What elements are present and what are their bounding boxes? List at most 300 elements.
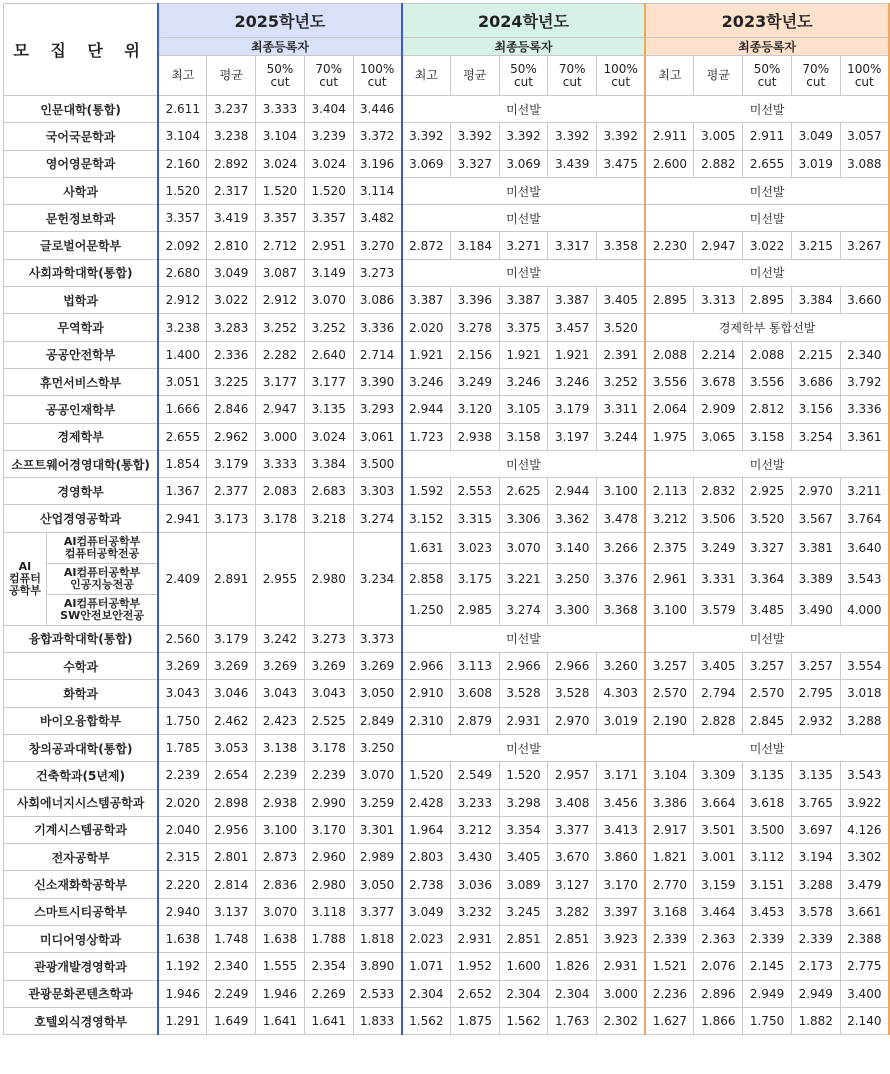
value-cell: 1.818	[353, 926, 402, 953]
table-row	[4, 563, 890, 594]
value-cell: 2.832	[694, 478, 743, 505]
value-cell: 3.120	[450, 396, 499, 423]
value-cell: 3.257	[791, 653, 840, 680]
value-cell: 3.269	[158, 653, 207, 680]
value-cell: 3.046	[207, 680, 256, 707]
value-cell: 3.336	[353, 314, 402, 341]
value-cell: 2.985	[450, 594, 499, 625]
value-cell: 2.944	[548, 478, 597, 505]
value-cell: 3.175	[450, 563, 499, 594]
value-cell: 3.178	[304, 734, 353, 761]
value-cell: 3.364	[743, 563, 792, 594]
value-cell: 3.306	[499, 505, 548, 532]
value-cell: 3.298	[499, 789, 548, 816]
value-cell: 3.104	[256, 123, 305, 150]
value-cell: 1.520	[402, 762, 451, 789]
value-cell: 2.970	[791, 478, 840, 505]
column-header: 평균	[694, 56, 743, 96]
value-cell: 3.327	[743, 532, 792, 563]
value-cell: 3.000	[256, 423, 305, 450]
value-cell: 1.520	[304, 177, 353, 204]
value-cell: 2.560	[158, 625, 207, 652]
value-cell: 3.269	[353, 653, 402, 680]
value-cell: 3.354	[499, 816, 548, 843]
value-cell: 3.113	[450, 653, 499, 680]
value-cell: 3.400	[840, 980, 889, 1007]
value-cell: 3.376	[597, 563, 646, 594]
table-row	[4, 707, 890, 734]
value-cell: 3.464	[694, 898, 743, 925]
subheader-2023: 최종등록자	[645, 38, 889, 56]
column-header: 최고	[402, 56, 451, 96]
value-cell: 3.065	[694, 423, 743, 450]
value-cell: 2.340	[840, 341, 889, 368]
department-name: 화학과	[4, 680, 159, 707]
value-cell: 3.051	[158, 368, 207, 395]
value-cell: 3.170	[597, 871, 646, 898]
value-cell: 3.259	[353, 789, 402, 816]
value-cell: 2.912	[256, 287, 305, 314]
column-header: 최고	[645, 56, 694, 96]
value-cell: 3.100	[645, 594, 694, 625]
value-cell: 2.940	[158, 898, 207, 925]
value-cell: 3.043	[304, 680, 353, 707]
value-cell: 2.879	[450, 707, 499, 734]
value-cell: 3.554	[840, 653, 889, 680]
value-cell: 2.190	[645, 707, 694, 734]
value-cell: 2.570	[645, 680, 694, 707]
value-cell: 1.562	[402, 1007, 451, 1034]
value-cell: 3.215	[791, 232, 840, 259]
value-cell: 2.941	[158, 505, 207, 532]
value-cell: 3.245	[499, 898, 548, 925]
table-row	[4, 844, 890, 871]
value-cell: 2.269	[304, 980, 353, 1007]
value-cell: 2.339	[791, 926, 840, 953]
value-cell: 3.152	[402, 505, 451, 532]
admission-cutoff-table	[3, 3, 890, 1035]
value-cell: 3.179	[548, 396, 597, 423]
column-header: 50% cut	[499, 56, 548, 96]
value-cell: 3.358	[597, 232, 646, 259]
value-cell: 3.404	[304, 96, 353, 123]
value-cell: 2.315	[158, 844, 207, 871]
value-cell: 2.304	[499, 980, 548, 1007]
department-name: 무역학과	[4, 314, 159, 341]
value-cell: 3.387	[548, 287, 597, 314]
value-cell: 2.949	[743, 980, 792, 1007]
value-cell: 2.814	[207, 871, 256, 898]
value-cell: 1.521	[645, 953, 694, 980]
table-row	[4, 478, 890, 505]
value-cell: 3.149	[304, 259, 353, 286]
value-cell: 3.019	[791, 150, 840, 177]
value-cell: 1.921	[499, 341, 548, 368]
value-cell: 3.001	[694, 844, 743, 871]
department-name: 사회과학대학(통합)	[4, 259, 159, 286]
value-cell: 3.456	[597, 789, 646, 816]
column-header: 100% cut	[840, 56, 889, 96]
value-cell: 1.833	[353, 1007, 402, 1034]
value-cell: 3.389	[791, 563, 840, 594]
year-header-2023: 2023학년도	[645, 4, 889, 38]
department-name: 관광문화콘텐츠학과	[4, 980, 159, 1007]
table-row	[4, 423, 890, 450]
value-cell: 2.803	[402, 844, 451, 871]
value-cell: 2.655	[158, 423, 207, 450]
value-cell: 2.249	[207, 980, 256, 1007]
value-cell: 3.049	[402, 898, 451, 925]
value-cell: 3.170	[304, 816, 353, 843]
value-cell: 2.990	[304, 789, 353, 816]
value-cell: 2.525	[304, 707, 353, 734]
department-name: 수학과	[4, 653, 159, 680]
value-cell: 3.269	[207, 653, 256, 680]
value-cell: 3.446	[353, 96, 402, 123]
value-cell: 2.872	[402, 232, 451, 259]
value-cell: 3.118	[304, 898, 353, 925]
table-row	[4, 177, 890, 204]
value-cell: 1.641	[304, 1007, 353, 1034]
value-cell: 1.631	[402, 532, 451, 563]
value-cell: 2.310	[402, 707, 451, 734]
value-cell: 3.168	[645, 898, 694, 925]
value-cell: 3.257	[645, 653, 694, 680]
value-cell: 3.333	[256, 96, 305, 123]
value-cell: 3.300	[548, 594, 597, 625]
value-cell: 2.553	[450, 478, 499, 505]
department-name: 관광개발경영학과	[4, 953, 159, 980]
value-cell: 2.654	[207, 762, 256, 789]
value-cell: 2.088	[645, 341, 694, 368]
value-cell: 2.340	[207, 953, 256, 980]
value-cell: 1.882	[791, 1007, 840, 1034]
department-name: 인문대학(통합)	[4, 96, 159, 123]
value-cell: 2.836	[256, 871, 305, 898]
value-cell: 3.313	[694, 287, 743, 314]
value-cell: 3.249	[694, 532, 743, 563]
value-cell: 1.788	[304, 926, 353, 953]
value-cell: 3.089	[499, 871, 548, 898]
value-cell: 2.023	[402, 926, 451, 953]
value-cell: 2.409	[158, 532, 207, 625]
value-cell: 3.239	[304, 123, 353, 150]
value-cell: 1.826	[548, 953, 597, 980]
value-cell: 2.917	[645, 816, 694, 843]
value-cell: 2.925	[743, 478, 792, 505]
subheader-2024: 최종등록자	[402, 38, 646, 56]
year-header-2025: 2025학년도	[158, 4, 402, 38]
department-name: 기계시스템공학과	[4, 816, 159, 843]
value-cell: 3.386	[645, 789, 694, 816]
value-cell: 3.686	[791, 368, 840, 395]
table-row	[4, 789, 890, 816]
department-name: 공공인재학부	[4, 396, 159, 423]
value-cell: 2.801	[207, 844, 256, 871]
value-cell: 3.556	[645, 368, 694, 395]
value-cell: 1.750	[158, 707, 207, 734]
value-cell: 3.288	[791, 871, 840, 898]
value-cell: 2.891	[207, 532, 256, 625]
value-cell: 2.980	[304, 871, 353, 898]
value-cell: 3.482	[353, 205, 402, 232]
value-cell: 2.828	[694, 707, 743, 734]
value-cell: 3.640	[840, 532, 889, 563]
value-cell: 3.405	[499, 844, 548, 871]
value-cell: 3.114	[353, 177, 402, 204]
value-cell: 3.362	[548, 505, 597, 532]
table-row	[4, 734, 890, 761]
value-cell: 3.271	[499, 232, 548, 259]
value-cell: 2.947	[694, 232, 743, 259]
value-cell: 3.250	[548, 563, 597, 594]
value-cell: 2.140	[840, 1007, 889, 1034]
value-cell: 3.138	[256, 734, 305, 761]
value-cell: 1.250	[402, 594, 451, 625]
value-cell: 3.392	[450, 123, 499, 150]
value-cell: 3.211	[840, 478, 889, 505]
value-cell: 3.479	[840, 871, 889, 898]
value-cell: 2.944	[402, 396, 451, 423]
value-cell: 3.232	[450, 898, 499, 925]
value-cell: 3.392	[499, 123, 548, 150]
table-row	[4, 259, 890, 286]
value-cell: 3.049	[207, 259, 256, 286]
table-row	[4, 980, 890, 1007]
value-cell: 2.020	[402, 314, 451, 341]
value-cell: 2.846	[207, 396, 256, 423]
table-row	[4, 653, 890, 680]
value-cell: 3.357	[158, 205, 207, 232]
value-cell: 3.430	[450, 844, 499, 871]
department-name: 사회에너지시스템공학과	[4, 789, 159, 816]
value-cell: 3.543	[840, 563, 889, 594]
value-cell: 2.873	[256, 844, 305, 871]
value-cell: 3.105	[499, 396, 548, 423]
value-cell: 3.244	[597, 423, 646, 450]
value-cell: 3.387	[402, 287, 451, 314]
value-cell: 3.405	[694, 653, 743, 680]
value-cell: 2.549	[450, 762, 499, 789]
column-header: 70% cut	[548, 56, 597, 96]
value-cell: 2.851	[499, 926, 548, 953]
value-cell: 3.242	[256, 625, 305, 652]
value-cell: 3.506	[694, 505, 743, 532]
value-cell: 3.315	[450, 505, 499, 532]
department-name: 경영학부	[4, 478, 159, 505]
table-row	[4, 205, 890, 232]
value-cell: 3.024	[256, 150, 305, 177]
year-header-2024: 2024학년도	[402, 4, 646, 38]
department-name: 산업경영공학과	[4, 505, 159, 532]
value-cell: 3.413	[597, 816, 646, 843]
column-header: 70% cut	[791, 56, 840, 96]
value-cell: 3.252	[597, 368, 646, 395]
value-cell: 2.304	[402, 980, 451, 1007]
department-name: 소프트웨어경영대학(통합)	[4, 450, 159, 477]
value-cell: 2.938	[256, 789, 305, 816]
value-cell: 3.177	[304, 368, 353, 395]
table-row	[4, 314, 890, 341]
value-cell: 3.218	[304, 505, 353, 532]
value-cell: 2.375	[645, 532, 694, 563]
value-cell: 2.655	[743, 150, 792, 177]
value-cell: 3.179	[207, 625, 256, 652]
value-cell: 2.966	[499, 653, 548, 680]
department-name: 법학과	[4, 287, 159, 314]
value-cell: 3.053	[207, 734, 256, 761]
table-row	[4, 680, 890, 707]
value-cell: 3.384	[791, 287, 840, 314]
table-row	[4, 505, 890, 532]
value-cell: 3.520	[743, 505, 792, 532]
value-cell: 3.309	[694, 762, 743, 789]
table-row	[4, 232, 890, 259]
table-row	[4, 871, 890, 898]
not-selected-cell: 미선발	[645, 205, 889, 232]
value-cell: 3.179	[207, 450, 256, 477]
value-cell: 1.946	[158, 980, 207, 1007]
table-row	[4, 898, 890, 925]
department-name: 문헌정보학과	[4, 205, 159, 232]
value-cell: 2.911	[743, 123, 792, 150]
value-cell: 2.966	[548, 653, 597, 680]
value-cell: 3.257	[743, 653, 792, 680]
value-cell: 2.317	[207, 177, 256, 204]
table-row	[4, 150, 890, 177]
value-cell: 3.057	[840, 123, 889, 150]
department-name: 사학과	[4, 177, 159, 204]
not-selected-cell: 미선발	[645, 625, 889, 652]
value-cell: 3.390	[353, 368, 402, 395]
value-cell: 3.246	[402, 368, 451, 395]
value-cell: 2.239	[304, 762, 353, 789]
value-cell: 2.304	[548, 980, 597, 1007]
value-cell: 3.269	[304, 653, 353, 680]
value-cell: 3.697	[791, 816, 840, 843]
value-cell: 3.792	[840, 368, 889, 395]
value-cell: 2.980	[304, 532, 353, 625]
department-name: 창의공과대학(통합)	[4, 734, 159, 761]
value-cell: 3.282	[548, 898, 597, 925]
not-selected-cell: 미선발	[645, 96, 889, 123]
department-name: 융합과학대학(통합)	[4, 625, 159, 652]
value-cell: 3.127	[548, 871, 597, 898]
value-cell: 2.239	[256, 762, 305, 789]
value-cell: 3.237	[207, 96, 256, 123]
value-cell: 2.020	[158, 789, 207, 816]
value-cell: 3.408	[548, 789, 597, 816]
value-cell: 2.428	[402, 789, 451, 816]
value-cell: 3.022	[743, 232, 792, 259]
table-row	[4, 368, 890, 395]
value-cell: 3.043	[158, 680, 207, 707]
value-cell: 3.266	[597, 532, 646, 563]
value-cell: 1.821	[645, 844, 694, 871]
value-cell: 3.177	[256, 368, 305, 395]
value-cell: 3.500	[743, 816, 792, 843]
value-cell: 2.911	[645, 123, 694, 150]
value-cell: 3.069	[402, 150, 451, 177]
value-cell: 3.178	[256, 505, 305, 532]
department-name: 공공안전학부	[4, 341, 159, 368]
not-selected-cell: 미선발	[645, 450, 889, 477]
value-cell: 3.475	[597, 150, 646, 177]
not-selected-cell: 미선발	[402, 259, 646, 286]
department-name: 호텔외식경영학부	[4, 1007, 159, 1034]
value-cell: 3.661	[840, 898, 889, 925]
value-cell: 2.423	[256, 707, 305, 734]
value-cell: 4.126	[840, 816, 889, 843]
table-row	[4, 532, 890, 563]
value-cell: 3.036	[450, 871, 499, 898]
value-cell: 3.260	[597, 653, 646, 680]
value-cell: 2.909	[694, 396, 743, 423]
column-header: 70% cut	[304, 56, 353, 96]
value-cell: 3.250	[353, 734, 402, 761]
value-cell: 2.775	[840, 953, 889, 980]
value-cell: 3.375	[499, 314, 548, 341]
value-cell: 3.140	[548, 532, 597, 563]
value-cell: 3.478	[597, 505, 646, 532]
value-cell: 3.104	[645, 762, 694, 789]
value-cell: 2.215	[791, 341, 840, 368]
column-header: 50% cut	[743, 56, 792, 96]
value-cell: 4.303	[597, 680, 646, 707]
value-cell: 2.970	[548, 707, 597, 734]
value-cell: 1.192	[158, 953, 207, 980]
value-cell: 1.638	[256, 926, 305, 953]
value-cell: 3.023	[450, 532, 499, 563]
value-cell: 3.158	[743, 423, 792, 450]
subheader-2025: 최종등록자	[158, 38, 402, 56]
value-cell: 3.501	[694, 816, 743, 843]
value-cell: 3.050	[353, 680, 402, 707]
table-row	[4, 953, 890, 980]
value-cell: 3.860	[597, 844, 646, 871]
value-cell: 2.795	[791, 680, 840, 707]
value-cell: 2.851	[548, 926, 597, 953]
value-cell: 2.956	[207, 816, 256, 843]
value-cell: 2.931	[450, 926, 499, 953]
value-cell: 3.061	[353, 423, 402, 450]
value-cell: 3.764	[840, 505, 889, 532]
value-cell: 3.005	[694, 123, 743, 150]
not-selected-cell: 미선발	[402, 450, 646, 477]
value-cell: 3.405	[597, 287, 646, 314]
value-cell: 2.533	[353, 980, 402, 1007]
value-cell: 1.975	[645, 423, 694, 450]
value-cell: 3.301	[353, 816, 402, 843]
value-cell: 2.896	[694, 980, 743, 1007]
value-cell: 2.810	[207, 232, 256, 259]
table-row	[4, 123, 890, 150]
value-cell: 1.592	[402, 478, 451, 505]
value-cell: 3.372	[353, 123, 402, 150]
value-cell: 3.357	[304, 205, 353, 232]
value-cell: 1.785	[158, 734, 207, 761]
value-cell: 2.910	[402, 680, 451, 707]
value-cell: 3.457	[548, 314, 597, 341]
value-cell: 3.660	[840, 287, 889, 314]
value-cell: 3.000	[597, 980, 646, 1007]
value-cell: 2.156	[450, 341, 499, 368]
value-cell: 2.625	[499, 478, 548, 505]
value-cell: 3.336	[840, 396, 889, 423]
value-cell: 3.273	[304, 625, 353, 652]
value-cell: 1.649	[207, 1007, 256, 1034]
value-cell: 2.949	[791, 980, 840, 1007]
